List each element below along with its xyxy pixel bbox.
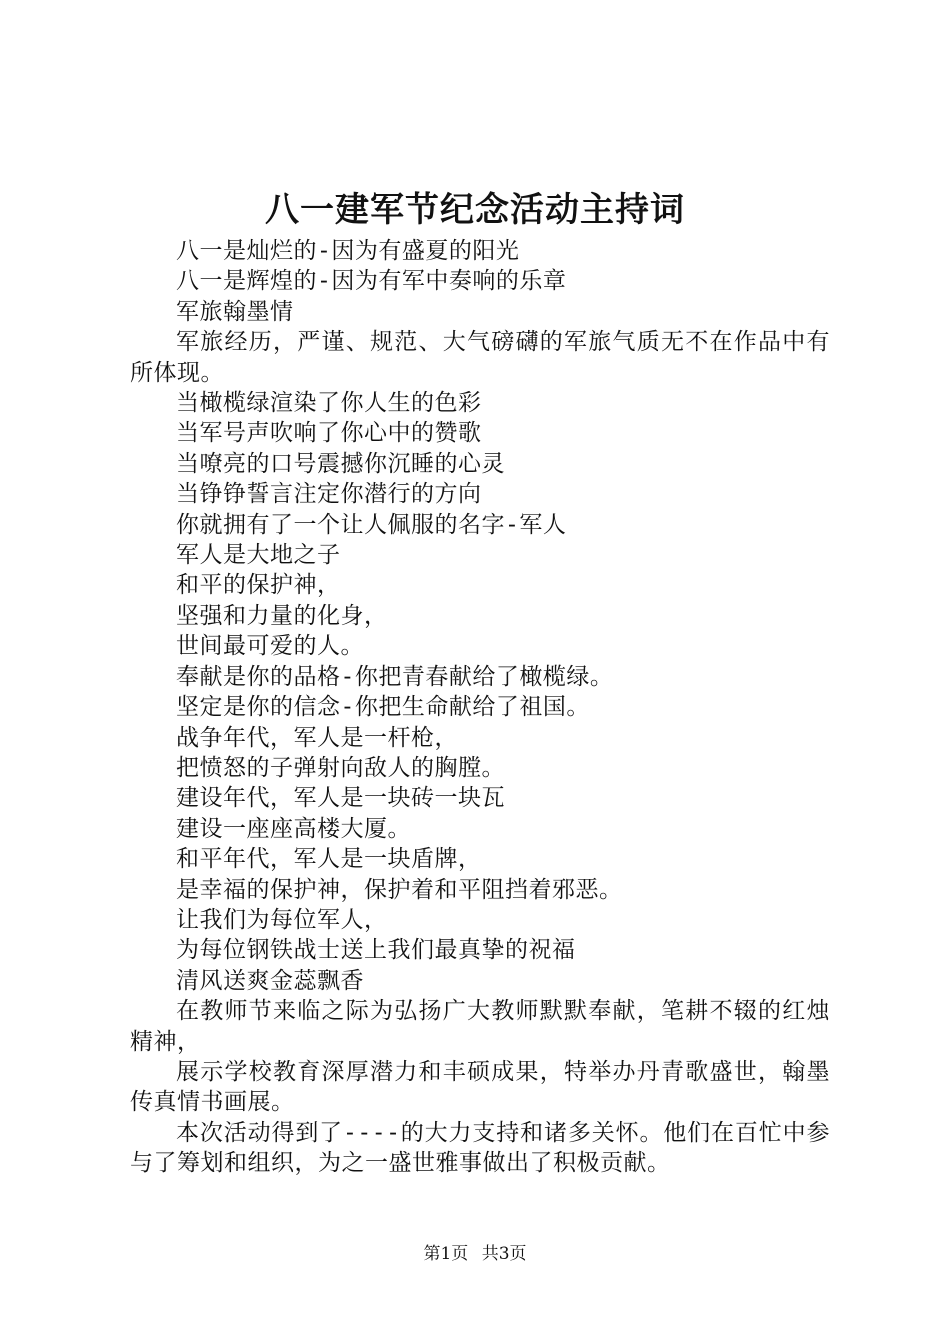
paragraph: 战争年代，军人是一杆枪，	[176, 724, 458, 751]
paragraph: 让我们为每位军人，	[176, 906, 388, 933]
page-total: 共3页	[481, 1244, 527, 1264]
paragraph: 军旅翰墨情	[176, 298, 294, 325]
paragraph: 建设年代，军人是一块砖一块瓦	[176, 785, 505, 812]
paragraph: 当嘹亮的口号震撼你沉睡的心灵	[176, 450, 505, 477]
paragraph: 当橄榄绿渲染了你人生的色彩	[176, 390, 482, 417]
paragraph: 展示学校教育深厚潜力和丰硕成果，特举办丹青歌盛世，翰墨传真情书画展。	[130, 1058, 830, 1116]
page-footer	[0, 1242, 950, 1266]
paragraph: 坚强和力量的化身，	[176, 602, 388, 629]
paragraph: 把愤怒的子弹射向敌人的胸膛。	[176, 754, 505, 781]
paragraph: 坚定是你的信念-你把生命献给了祖国。	[176, 694, 590, 721]
paragraph: 八一是辉煌的-因为有军中奏响的乐章	[176, 268, 567, 295]
paragraph: 是幸福的保护神，保护着和平阻挡着邪恶。	[176, 876, 623, 903]
document-body	[130, 236, 830, 1179]
paragraph: 清风送爽金蕊飘香	[176, 967, 364, 994]
paragraph: 和平年代，军人是一块盾牌，	[176, 846, 482, 873]
paragraph: 军人是大地之子	[176, 542, 341, 569]
paragraph: 奉献是你的品格-你把青春献给了橄榄绿。	[176, 663, 614, 690]
paragraph: 本次活动得到了----的大力支持和诸多关怀。他们在百忙中参与了筹划和组织，为之一盛世雅事做出了积极贡献。	[130, 1119, 830, 1177]
paragraph: 建设一座座高楼大厦。	[176, 815, 411, 842]
paragraph: 和平的保护神，	[176, 572, 341, 599]
document-title: 八一建军节纪念活动主持词	[265, 190, 685, 230]
paragraph: 当铮铮誓言注定你潜行的方向	[176, 481, 482, 508]
paragraph: 世间最可爱的人。	[176, 633, 364, 660]
paragraph: 当军号声吹响了你心中的赞歌	[176, 420, 482, 447]
paragraph: 八一是灿烂的-因为有盛夏的阳光	[176, 238, 520, 264]
paragraph: 在教师节来临之际为弘扬广大教师默默奉献，笔耕不辍的红烛精神，	[130, 998, 830, 1055]
paragraph: 为每位钢铁战士送上我们最真挚的祝福	[176, 937, 576, 964]
paragraph: 你就拥有了一个让人佩服的名字-军人	[176, 511, 567, 538]
paragraph: 军旅经历，严谨、规范、大气磅礴的军旅气质无不在作品中有所体现。	[130, 329, 830, 386]
page-number: 第1页	[423, 1244, 469, 1264]
